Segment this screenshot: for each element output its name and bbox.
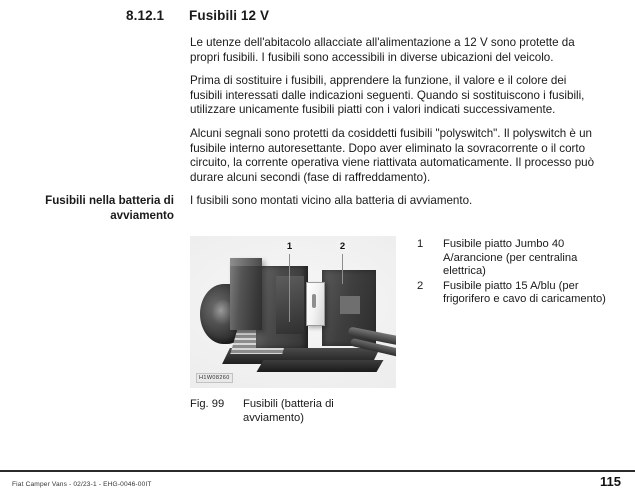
legend-item <box>417 280 622 307</box>
section-title: Fusibili 12 V <box>189 8 270 23</box>
callout-leader-2 <box>342 254 343 284</box>
photo-shape-fuse-block-face <box>276 276 304 334</box>
margin-note-heading: Fusibili nella batteria di avviamento <box>45 194 174 222</box>
photo-shape-jumbo-fuse <box>230 258 262 330</box>
footer-divider <box>0 470 635 472</box>
figure-caption-text: Fusibili (batteria di avviamento) <box>243 398 334 424</box>
callout-number-1: 1 <box>283 241 296 252</box>
callout-leader-1 <box>289 254 290 322</box>
photo-watermark: H1W08260 <box>196 373 233 383</box>
figure-legend-list <box>417 238 622 308</box>
paragraph-intro: Le utenze dell'abitacolo allacciate all'alimentazione a 12 V sono protette da propri fusibili. I fusibili sono accessibili in diverse ubicazioni del veicolo. <box>190 36 575 64</box>
callout-number-2: 2 <box>336 241 349 252</box>
photo-shape-blue-fuse-slot <box>312 294 316 308</box>
photo-shape-bracket-lower <box>257 360 384 372</box>
page-title <box>126 8 269 23</box>
section-number: 8.12.1 <box>126 8 165 23</box>
page-number: 115 <box>600 474 621 489</box>
paragraph-battery-location: I fusibili sono montati vicino alla batteria di avviamento. <box>190 194 473 207</box>
legend-item-number: 1 <box>417 238 424 250</box>
photo-shape-jumbo-fuse-top <box>230 258 262 266</box>
figure-block <box>190 236 396 425</box>
legend-item-number: 2 <box>417 279 424 292</box>
paragraph-polyswitch: Alcuni segnali sono protetti da cosiddetti fusibili "polyswitch". Il polyswitch è un fusibile interno autoresettante. Dopo aver eliminato la sovracorrente o il corto circuito, la corrente operativa viene riattivata automaticamente. Il processo può durare alcuni secondi (fase di raffreddamento). <box>190 126 595 184</box>
figure-caption <box>190 397 396 425</box>
legend-item-text: Fusibile piatto 15 A/blu (per frigorifero e cavo di caricamento) <box>443 279 606 306</box>
photo-shape-housing-notch <box>340 296 360 314</box>
legend-item-text: Fusibile piatto Jumbo 40 A/arancione (per centralina elettrica) <box>443 238 578 278</box>
fuse-assembly-photo <box>190 236 396 388</box>
body-text-column <box>190 36 596 185</box>
figure-label: Fig. 99 <box>190 398 225 410</box>
legend-item <box>417 238 622 279</box>
paragraph-replacement: Prima di sostituire i fusibili, apprendere la funzione, il valore e il colore dei fusibili interessati dalle indicazioni seguenti. Quando si sostituiscono i fusibili, utilizzare unicamente fusibili piatti con i valori indicati successivamente. <box>190 74 585 117</box>
footer-reference: Fiat Camper Vans - 02/23-1 - EHG-0046-00IT <box>12 481 152 488</box>
